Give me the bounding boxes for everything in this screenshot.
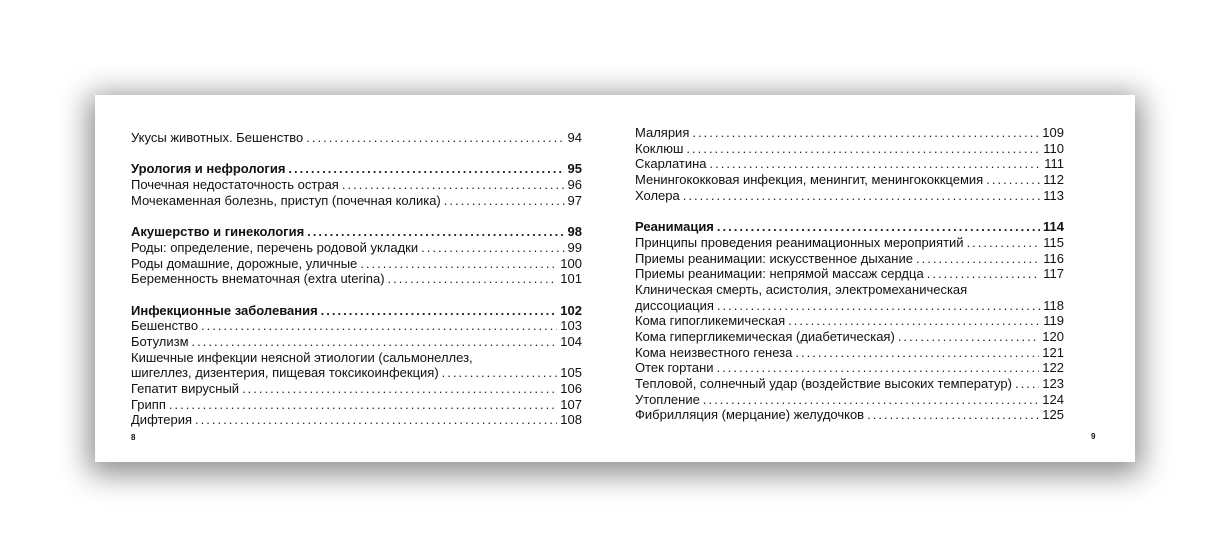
toc-entry-title: Холера	[635, 187, 680, 203]
dot-leader	[307, 224, 564, 240]
toc-entry-title: Скарлатина	[635, 156, 707, 172]
toc-entry-title: Грипп	[131, 396, 166, 412]
toc-page-number: 113	[1043, 187, 1064, 203]
toc-entry-title: Инфекционные заболевания	[131, 302, 318, 318]
toc-entry-title: диссоциация	[635, 297, 714, 313]
toc-entry	[635, 313, 1064, 329]
toc-entry-title: Тепловой, солнечный удар (воздействие высоких температур)	[635, 376, 1012, 391]
toc-entry-title: Гепатит вирусный	[131, 381, 240, 396]
toc-entry	[635, 156, 1064, 172]
section-spacer	[131, 146, 582, 162]
toc-page-number: 98	[567, 224, 582, 240]
dot-leader	[1015, 376, 1039, 392]
toc-page-number: 106	[560, 381, 582, 396]
dot-leader	[388, 271, 558, 287]
toc-page-number: 96	[567, 177, 582, 193]
toc-section-heading	[131, 303, 582, 319]
toc-entry-title: Роды: определение, перечень родовой укладки	[131, 239, 419, 255]
toc-entry	[131, 412, 582, 428]
toc-entry-title: Кома гипергликемическая (диабетическая)	[635, 328, 895, 344]
dot-leader	[683, 188, 1041, 204]
dot-leader	[703, 392, 1039, 408]
dot-leader	[360, 256, 557, 272]
dot-leader	[710, 156, 1042, 172]
toc-entry-title: Клиническая смерть, асистолия, электромеханическая	[635, 281, 968, 297]
right-page-number: 9	[1091, 432, 1096, 441]
dot-leader	[717, 219, 1040, 235]
dot-leader	[306, 130, 564, 146]
toc-entry	[635, 235, 1064, 251]
toc-page-number: 114	[1043, 219, 1064, 235]
toc-entry	[635, 125, 1064, 141]
toc-page-number: 115	[1043, 234, 1064, 250]
dot-leader	[169, 397, 557, 413]
toc-page-number: 94	[567, 130, 582, 145]
dot-leader	[867, 407, 1039, 423]
toc-entry	[131, 318, 582, 334]
toc-entry	[635, 141, 1064, 157]
dot-leader	[927, 266, 1041, 282]
toc-entry	[635, 407, 1064, 423]
toc-entry-line	[635, 282, 1064, 298]
toc-entry-title: Реанимация	[635, 219, 714, 235]
toc-entry-title: Почечная недостаточность острая	[131, 177, 339, 193]
dot-leader	[986, 172, 1040, 188]
toc-entry	[131, 193, 582, 209]
toc-entry	[635, 329, 1064, 345]
dot-leader	[717, 360, 1040, 376]
toc-page-number: 116	[1043, 250, 1064, 266]
toc-page-number: 107	[560, 396, 582, 412]
toc-section-heading	[131, 161, 582, 177]
toc-page-number: 123	[1042, 376, 1064, 391]
toc-page-number: 100	[560, 255, 582, 271]
toc-entry-title: шигеллез, дизентерия, пищевая токсикоинфекция)	[131, 365, 439, 381]
toc-entry	[131, 381, 582, 397]
toc-page-number: 102	[560, 302, 582, 318]
toc-page-number: 95	[567, 161, 582, 177]
toc-entry	[131, 177, 582, 193]
toc-page-number: 108	[560, 412, 582, 428]
dot-leader	[717, 298, 1040, 314]
dot-leader	[686, 141, 1040, 157]
right-page-toc	[635, 125, 1064, 423]
toc-page-number: 112	[1043, 172, 1064, 188]
toc-entry	[635, 188, 1064, 204]
toc-entry	[131, 240, 582, 256]
toc-entry-title: Дифтерия	[131, 412, 193, 428]
toc-page-number: 99	[567, 239, 582, 255]
toc-page-number: 119	[1043, 313, 1064, 329]
toc-page-number: 117	[1043, 266, 1064, 282]
dot-leader	[788, 313, 1040, 329]
toc-entry-title: Акушерство и гинекология	[131, 224, 305, 240]
toc-page-number: 109	[1042, 125, 1064, 140]
toc-entry-title: Фибрилляция (мерцание) желудочков	[635, 407, 865, 423]
toc-entry	[131, 130, 582, 146]
toc-page-number: 105	[560, 365, 582, 381]
toc-entry	[131, 397, 582, 413]
toc-entry-title: Роды домашние, дорожные, уличные	[131, 255, 358, 271]
toc-page-number: 97	[567, 192, 582, 208]
toc-section-heading	[131, 224, 582, 240]
toc-page-number: 125	[1042, 407, 1064, 423]
toc-page-number: 111	[1044, 156, 1064, 172]
toc-entry-title: Бешенство	[131, 318, 199, 334]
dot-leader	[192, 334, 558, 350]
dot-leader	[898, 329, 1039, 345]
toc-entry	[635, 251, 1064, 267]
toc-entry-title: Кома неизвестного генеза	[635, 344, 793, 360]
dot-leader	[442, 365, 558, 381]
toc-entry	[635, 392, 1064, 408]
toc-entry-title: Отек гортани	[635, 360, 714, 376]
toc-entry-title: Кишечные инфекции неясной этиологии (сальмонеллез,	[131, 349, 473, 365]
toc-page-number: 104	[560, 333, 582, 349]
toc-entry	[131, 256, 582, 272]
toc-entry-title: Приемы реанимации: непрямой массаж сердца	[635, 266, 924, 282]
toc-page-number: 121	[1042, 344, 1064, 360]
toc-entry	[635, 266, 1064, 282]
dot-leader	[444, 193, 565, 209]
toc-entry-title: Коклюш	[635, 140, 684, 156]
toc-entry-title: Беременность внематочная (extra uterina)	[131, 271, 385, 287]
left-page-toc	[131, 130, 582, 428]
toc-entry-title: Укусы животных. Бешенство	[131, 130, 304, 145]
toc-entry	[131, 365, 582, 381]
toc-page-number: 110	[1043, 140, 1064, 156]
dot-leader	[195, 412, 557, 428]
dot-leader	[288, 161, 564, 177]
toc-entry	[635, 345, 1064, 361]
toc-entry	[635, 298, 1064, 314]
dot-leader	[242, 381, 557, 397]
toc-entry-line	[131, 350, 582, 366]
dot-leader	[692, 125, 1039, 141]
toc-entry-title: Ботулизм	[131, 333, 189, 349]
toc-entry-title: Принципы проведения реанимационных мероприятий	[635, 234, 964, 250]
toc-page-number: 101	[560, 271, 582, 287]
dot-leader	[967, 235, 1041, 251]
section-spacer	[131, 287, 582, 303]
toc-page-number: 103	[560, 318, 582, 334]
dot-leader	[342, 177, 565, 193]
section-spacer	[635, 203, 1064, 219]
toc-entry	[635, 376, 1064, 392]
toc-entry-title: Мочекаменная болезнь, приступ (почечная колика)	[131, 192, 441, 208]
toc-entry	[635, 360, 1064, 376]
toc-page-number: 122	[1042, 360, 1064, 376]
section-spacer	[131, 208, 582, 224]
dot-leader	[421, 240, 564, 256]
dot-leader	[201, 318, 557, 334]
toc-section-heading	[635, 219, 1064, 235]
toc-entry-title: Утопление	[635, 391, 700, 407]
toc-entry	[131, 334, 582, 350]
dot-leader	[321, 303, 558, 319]
toc-page-number: 124	[1042, 391, 1064, 407]
left-page-number: 8	[131, 433, 136, 442]
dot-leader	[795, 345, 1039, 361]
toc-page-number: 120	[1042, 328, 1064, 344]
toc-entry	[635, 172, 1064, 188]
toc-entry-title: Урология и нефрология	[131, 161, 286, 177]
toc-entry-title: Кома гипогликемическая	[635, 313, 786, 329]
toc-entry-title: Малярия	[635, 125, 690, 140]
toc-entry-title: Менингококковая инфекция, менингит, менингококкцемия	[635, 172, 984, 188]
toc-entry	[131, 271, 582, 287]
toc-page-number: 118	[1043, 297, 1064, 313]
dot-leader	[916, 251, 1040, 267]
toc-entry-title: Приемы реанимации: искусственное дыхание	[635, 250, 913, 266]
